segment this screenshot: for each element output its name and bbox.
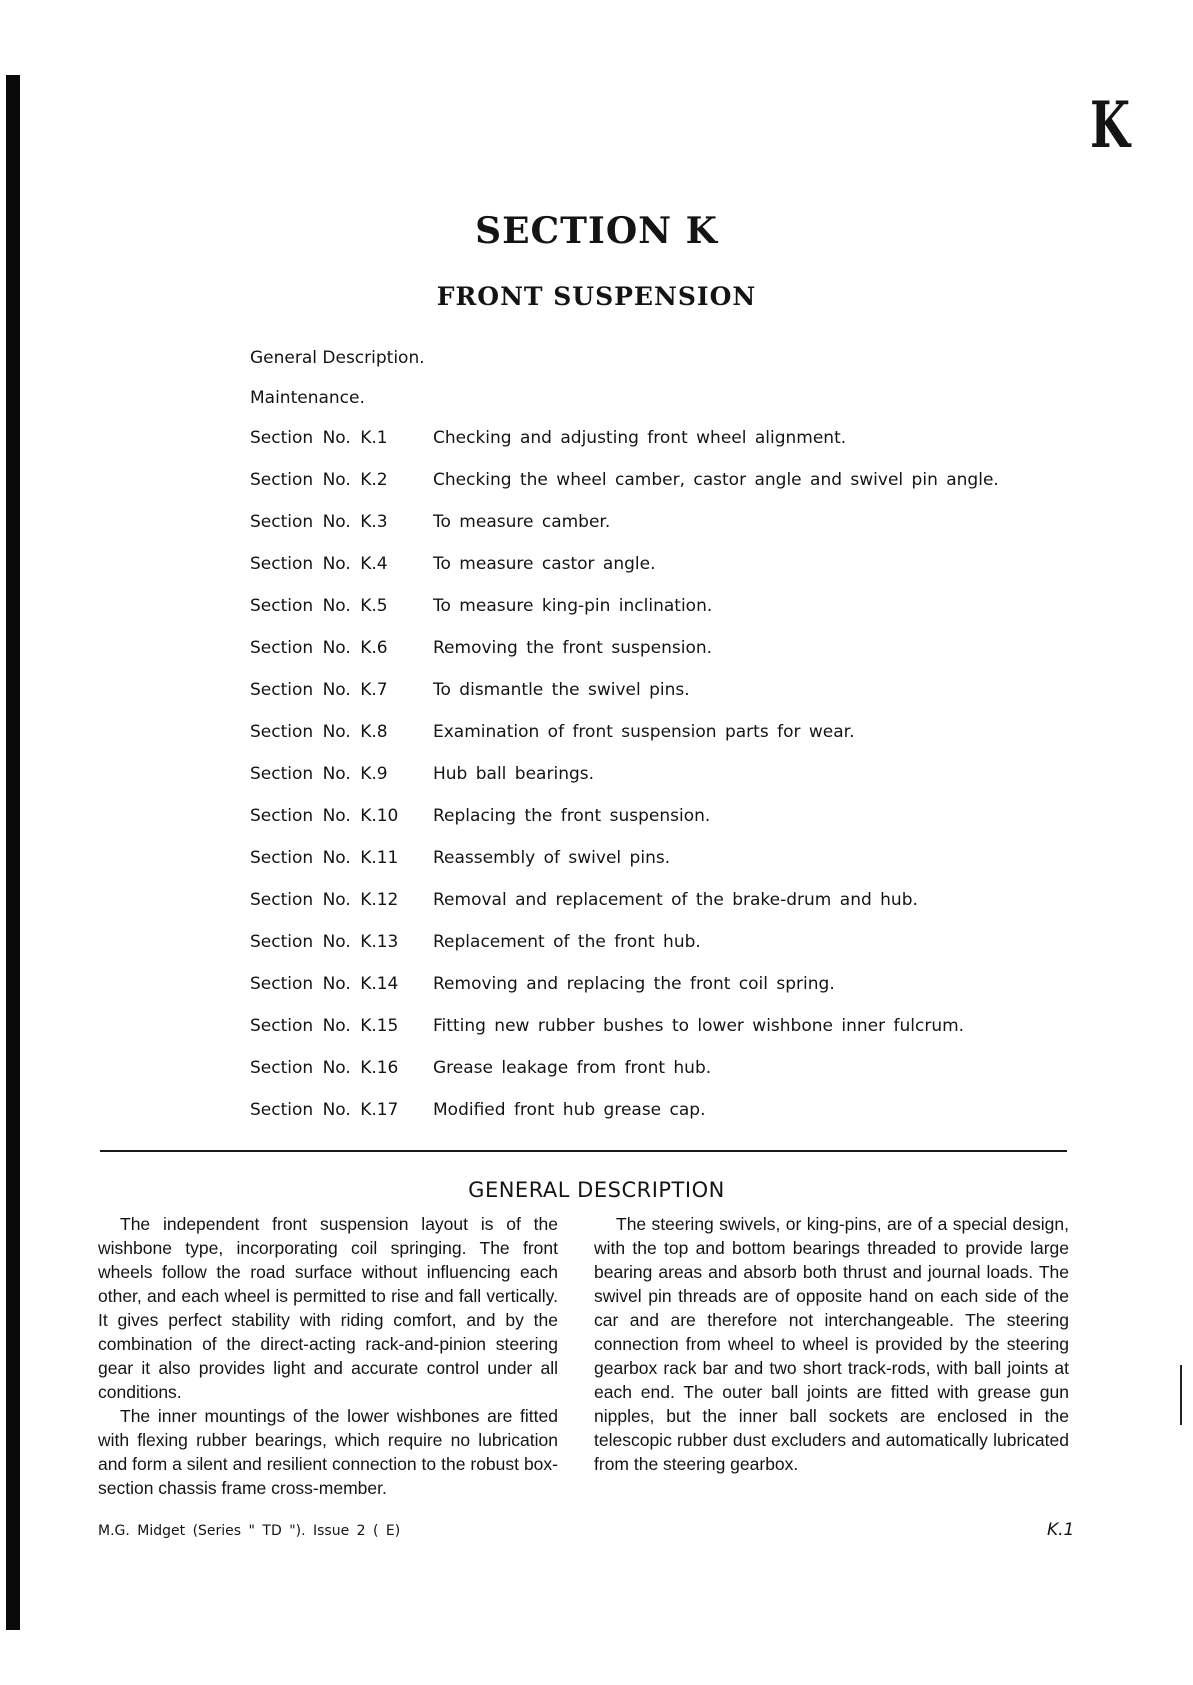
contents-row (250, 764, 1080, 806)
section-number: Section No. K.17 (250, 1100, 399, 1120)
section-description: Modified front hub grease cap. (433, 1100, 706, 1120)
section-description: Examination of front suspension parts for wear. (433, 722, 855, 742)
section-number: Section No. K.15 (250, 1016, 399, 1036)
section-number: Section No. K.2 (250, 470, 388, 490)
paragraph: The inner mountings of the lower wishbones are fitted with flexing rubber bearings, which require no lubrication and form a silent and resilient connection to the robust box-section chassis frame cross-member. (98, 1406, 558, 1498)
horizontal-rule (100, 1150, 1067, 1152)
section-tab-letter: K (1090, 88, 1129, 163)
section-number: Section No. K.3 (250, 512, 388, 532)
contents-row (250, 806, 1080, 848)
section-description: Hub ball bearings. (433, 764, 595, 784)
general-description-heading: GENERAL DESCRIPTION (468, 1178, 725, 1202)
section-number: Section No. K.7 (250, 680, 388, 700)
section-description: Removal and replacement of the brake-drum and hub. (433, 890, 918, 910)
contents-list (250, 428, 1080, 1142)
contents-row (250, 1058, 1080, 1100)
section-description: Replacement of the front hub. (433, 932, 701, 952)
section-description: Removing the front suspension. (433, 638, 713, 658)
section-number: Section No. K.16 (250, 1058, 399, 1078)
page-number: K.1 (1047, 1520, 1075, 1540)
contents-row (250, 890, 1080, 932)
section-description: Removing and replacing the front coil spring. (433, 974, 835, 994)
contents-row (250, 722, 1080, 764)
left-column (98, 1212, 558, 1500)
contents-row (250, 554, 1080, 596)
section-number: Section No. K.9 (250, 764, 388, 784)
contents-row (250, 1100, 1080, 1142)
contents-row (250, 428, 1080, 470)
section-description: Checking and adjusting front wheel alignment. (433, 428, 847, 448)
right-column (594, 1212, 1069, 1476)
contents-row (250, 680, 1080, 722)
section-number: Section No. K.12 (250, 890, 399, 910)
section-number: Section No. K.11 (250, 848, 399, 868)
contents-row (250, 596, 1080, 638)
paragraph: The independent front suspension layout is of the wishbone type, incorporating coil springing. The front wheels follow the road surface without influencing each other, and each wheel is permitted to rise and fall vertically. It gives perfect stability with riding comfort, and by the combination of the direct-acting rack-and-pinion steering gear it also provides light and accurate control under all conditions. (98, 1214, 558, 1402)
section-description: To measure castor angle. (433, 554, 656, 574)
section-number: Section No. K.13 (250, 932, 399, 952)
section-number: Section No. K.8 (250, 722, 388, 742)
paragraph: The steering swivels, or king-pins, are of a special design, with the top and bottom bearings threaded to provide large bearing areas and absorb both thrust and journal loads. The swivel pin threads are of opposite hand on each side of the car and are therefore not interchangeable. The steering connection from wheel to wheel is provided by the steering gearbox rack bar and two short track-rods, with ball joints at each end. The outer ball joints are fitted with grease gun nipples, but the inner ball sockets are enclosed in the telescopic rubber dust excluders and automatically lubricated from the steering gearbox. (594, 1214, 1069, 1474)
section-number: Section No. K.5 (250, 596, 388, 616)
section-number: Section No. K.10 (250, 806, 399, 826)
page-title: SECTION K (475, 210, 718, 252)
section-description: Fitting new rubber bushes to lower wishbone inner fulcrum. (433, 1016, 965, 1036)
footer-publication: M.G. Midget (Series " TD "). Issue 2 ( E) (98, 1523, 401, 1539)
page-subtitle: FRONT SUSPENSION (436, 282, 757, 311)
contents-row (250, 932, 1080, 974)
section-number: Section No. K.1 (250, 428, 388, 448)
intro-maintenance: Maintenance. (250, 388, 365, 408)
contents-row (250, 848, 1080, 890)
scan-mark (1180, 1365, 1182, 1425)
section-number: Section No. K.14 (250, 974, 399, 994)
section-number: Section No. K.6 (250, 638, 388, 658)
section-description: To measure camber. (433, 512, 611, 532)
contents-row (250, 974, 1080, 1016)
section-description: To measure king-pin inclination. (433, 596, 713, 616)
section-description: To dismantle the swivel pins. (433, 680, 690, 700)
section-description: Reassembly of swivel pins. (433, 848, 671, 868)
contents-row (250, 638, 1080, 680)
section-description: Grease leakage from front hub. (433, 1058, 712, 1078)
contents-row (250, 512, 1080, 554)
intro-general-description: General Description. (250, 348, 425, 368)
section-description: Replacing the front suspension. (433, 806, 711, 826)
contents-row (250, 1016, 1080, 1058)
contents-row (250, 470, 1080, 512)
section-description: Checking the wheel camber, castor angle and swivel pin angle. (433, 470, 999, 490)
section-number: Section No. K.4 (250, 554, 388, 574)
